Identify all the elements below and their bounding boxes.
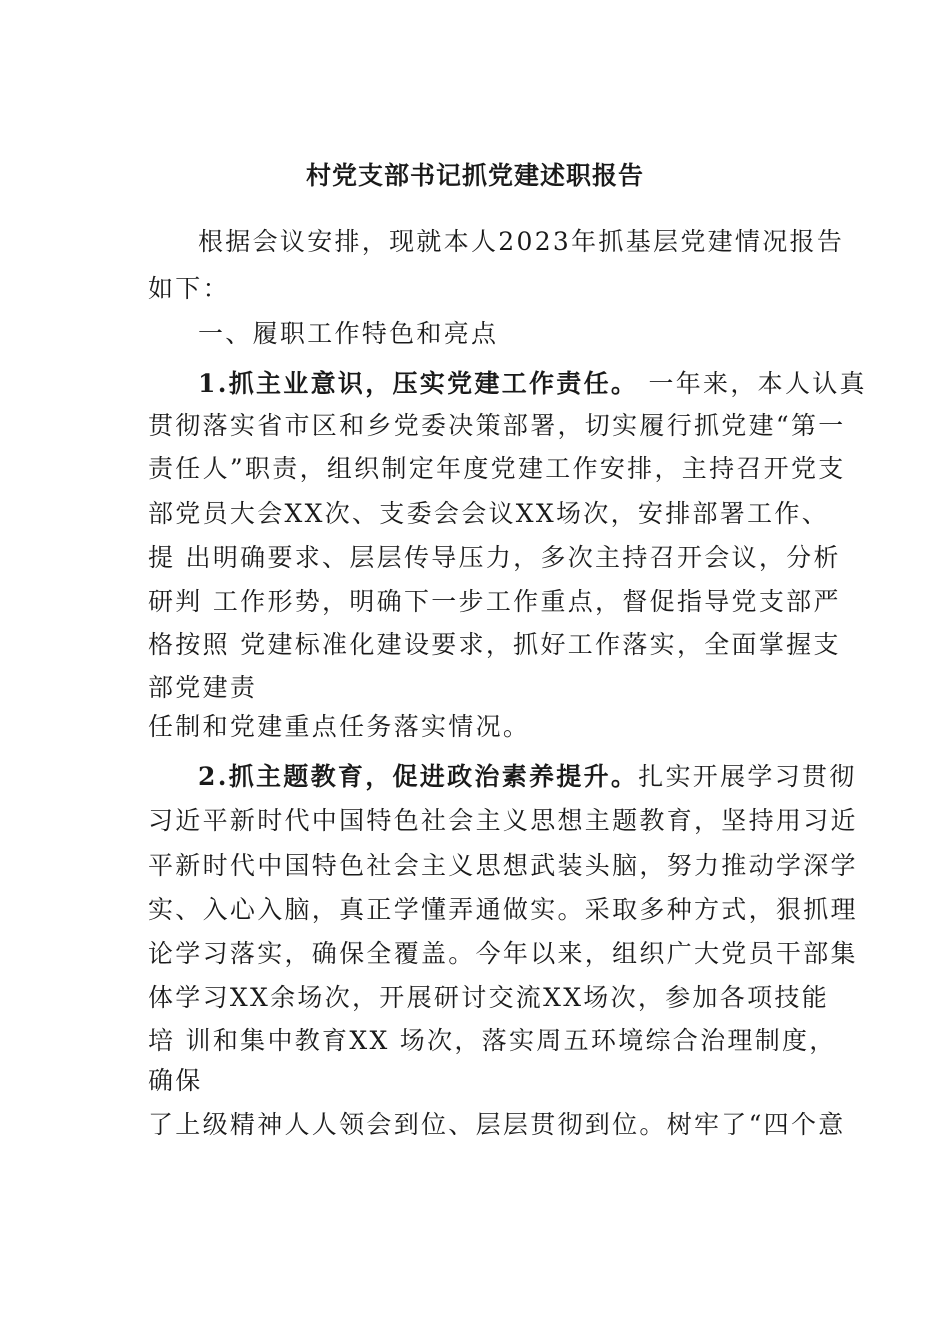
para1-line: 贯彻落实省市区和乡党委决策部署，切实履行抓党建“第一 bbox=[148, 411, 846, 440]
intro-line-1: 根据会议安排，现就本人2023年抓基层党建情况报告 bbox=[198, 227, 845, 256]
para1-first-line-rest: 一年来，本人认真 bbox=[638, 369, 867, 398]
para1-line: 任制和党建重点任务落实情况。 bbox=[148, 712, 531, 741]
para1-line: 研判 工作形势，明确下一步工作重点，督促指导党支部严 bbox=[148, 587, 841, 616]
para2-line: 实、入心入脑，真正学懂弄通做实。采取多种方式，狠抓理 bbox=[148, 895, 858, 924]
para2-line: 培 训和集中教育XX 场次，落实周五环境综合治理制度， bbox=[148, 1026, 837, 1055]
document-title: 村党支部书记抓党建述职报告 bbox=[305, 161, 644, 190]
para1-line: 责任人”职责，组织制定年度党建工作安排，主持召开党支 bbox=[148, 454, 846, 483]
para2-first-line bbox=[198, 759, 857, 795]
para1-bold-lead: 1.抓主业意识，压实党建工作责任。 bbox=[198, 369, 639, 398]
para2-line: 确保 bbox=[148, 1066, 203, 1095]
para2-line: 平新时代中国特色社会主义思想武装头脑，努力推动学深学 bbox=[148, 851, 858, 880]
para1-line: 提 出明确要求、层层传导压力，多次主持召开会议，分析 bbox=[148, 543, 841, 572]
para1-first-line bbox=[198, 366, 867, 402]
para2-line: 体学习XX余场次，开展研讨交流XX场次，参加各项技能 bbox=[148, 983, 829, 1012]
para2-bold-lead: 2.抓主题教育，促进政治素养提升。 bbox=[198, 762, 639, 791]
para2-first-line-rest: 扎实开展学习贯彻 bbox=[638, 762, 857, 791]
para1-line: 格按照 党建标准化建设要求，抓好工作落实，全面掌握支 bbox=[148, 630, 841, 659]
para2-line: 了上级精神人人领会到位、层层贯彻到位。树牢了“四个意 bbox=[148, 1110, 846, 1139]
para1-line: 部党员大会XX次、支委会会议XX场次，安排部署工作、 bbox=[148, 499, 829, 528]
intro-line-2: 如下： bbox=[148, 274, 230, 303]
para1-line: 部党建责 bbox=[148, 673, 258, 702]
para2-line: 习近平新时代中国特色社会主义思想主题教育，坚持用习近 bbox=[148, 806, 858, 835]
para2-line: 论学习落实，确保全覆盖。今年以来，组织广大党员干部集 bbox=[148, 939, 858, 968]
section-heading: 一、履职工作特色和亮点 bbox=[198, 319, 499, 348]
